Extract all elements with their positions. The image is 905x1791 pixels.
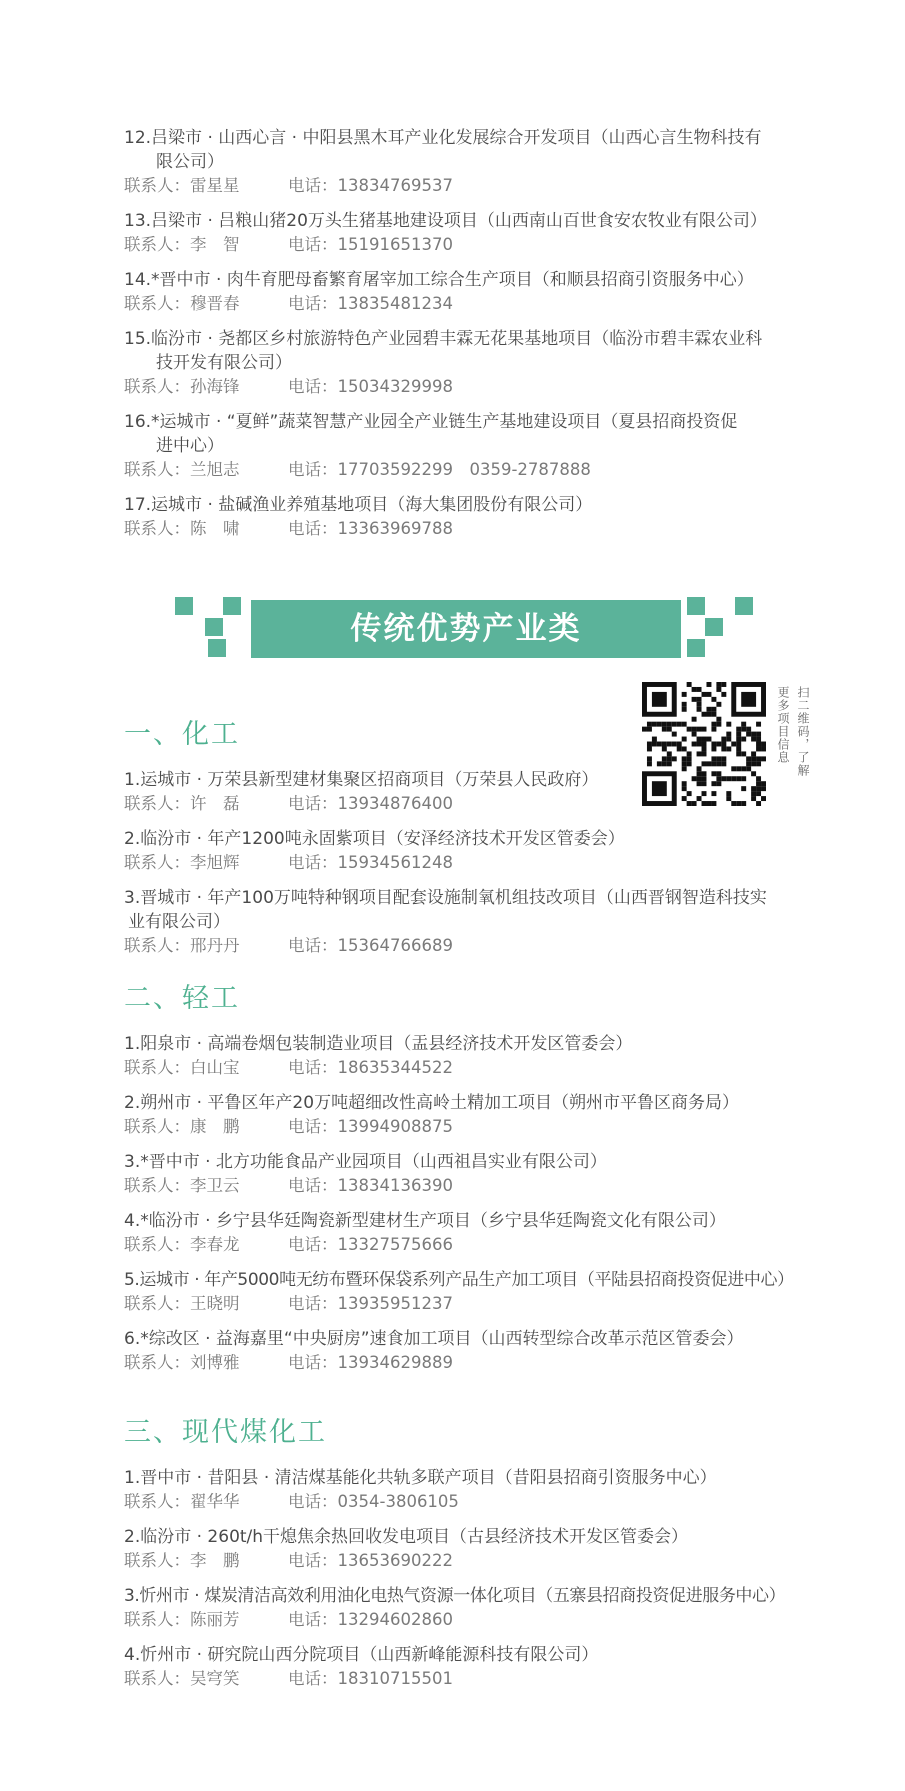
project-title: 6.*综改区 · 益海嘉里“中央厨房”速食加工项目（山西转型综合改革示范区管委会） — [124, 1329, 744, 1349]
list-item — [124, 327, 824, 399]
list-item — [124, 1327, 824, 1375]
project-title: 16.*运城市 · “夏鲜”蔬菜智慧产业园全产业链生产基地建设项目（夏县招商投资促 进中心） — [124, 412, 738, 456]
top-project-list — [124, 126, 824, 552]
project-contact: 联系人：陈 啸 电话：13363969788 — [124, 519, 453, 538]
list-item — [124, 886, 824, 958]
project-contact: 联系人：翟华华 电话：0354-3806105 — [124, 1492, 459, 1511]
project-title: 17.运城市 · 盐碱渔业养殖基地项目（海大集团股份有限公司） — [124, 495, 593, 515]
project-title: 15.临汾市 · 尧都区乡村旅游特色产业园碧丰霖无花果基地项目（临汾市碧丰霖农业科 技开发有限公司） — [124, 329, 763, 373]
section-list — [124, 1032, 824, 1386]
project-title: 2.朔州市 · 平鲁区年产20万吨超细改性高岭土精加工项目（朔州市平鲁区商务局） — [124, 1093, 740, 1113]
project-contact: 联系人：兰旭志 电话：17703592299 0359-2787888 — [124, 460, 591, 479]
project-contact: 联系人：李 智 电话：15191651370 — [124, 235, 453, 254]
project-contact: 联系人：许 磊 电话：13934876400 — [124, 794, 453, 813]
list-item — [124, 209, 824, 257]
section-list — [124, 1466, 824, 1702]
project-contact: 联系人：康 鹏 电话：13994908875 — [124, 1117, 453, 1136]
section-heading: 三、现代煤化工 — [124, 1417, 327, 1448]
section-heading: 一、化工 — [124, 719, 240, 750]
project-contact: 联系人：陈丽芳 电话：13294602860 — [124, 1610, 453, 1629]
project-contact: 联系人：李 鹏 电话：13653690222 — [124, 1551, 453, 1570]
project-contact: 联系人：吴穹笑 电话：18310715501 — [124, 1669, 453, 1688]
list-item — [124, 827, 824, 875]
qr-caption-line1: 扫二维码，了解 — [796, 686, 810, 777]
list-item — [124, 1466, 824, 1514]
list-item — [124, 1584, 824, 1632]
project-contact: 联系人：刘博雅 电话：13934629889 — [124, 1353, 453, 1372]
project-title: 1.阳泉市 · 高端卷烟包装制造业项目（盂县经济技术开发区管委会） — [124, 1034, 633, 1054]
list-item — [124, 1268, 824, 1316]
project-title: 4.*临汾市 · 乡宁县华廷陶瓷新型建材生产项目（乡宁县华廷陶瓷文化有限公司） — [124, 1211, 726, 1231]
list-item — [124, 493, 824, 541]
decor-square — [175, 597, 193, 615]
decor-square — [223, 597, 241, 615]
list-item — [124, 410, 824, 482]
list-item — [124, 1091, 824, 1139]
project-contact: 联系人：王晓明 电话：13935951237 — [124, 1294, 453, 1313]
project-title: 3.忻州市 · 煤炭清洁高效利用油化电热气资源一体化项目（五寨县招商投资促进服务中心） — [124, 1586, 786, 1606]
project-contact: 联系人：孙海锋 电话：15034329998 — [124, 377, 453, 396]
project-title: 1.运城市 · 万荣县新型建材集聚区招商项目（万荣县人民政府） — [124, 770, 599, 790]
project-contact: 联系人：白山宝 电话：18635344522 — [124, 1058, 453, 1077]
project-title: 4.忻州市 · 研究院山西分院项目（山西新峰能源科技有限公司） — [124, 1645, 599, 1665]
list-item — [124, 1032, 824, 1080]
decor-square — [208, 639, 226, 657]
project-contact: 联系人：雷星星 电话：13834769537 — [124, 176, 453, 195]
list-item — [124, 1209, 824, 1257]
list-item — [124, 768, 824, 816]
banner-bar — [251, 600, 681, 658]
qr-caption-line2: 更多项目信息 — [776, 686, 790, 764]
project-contact: 联系人：邢丹丹 电话：15364766689 — [124, 936, 453, 955]
list-item — [124, 126, 824, 198]
decor-square — [735, 597, 753, 615]
project-contact: 联系人：李旭辉 电话：15934561248 — [124, 853, 453, 872]
category-banner — [175, 597, 755, 663]
project-title: 5.运城市 · 年产5000吨无纺布暨环保袋系列产品生产加工项目（平陆县招商投资促进中心） — [124, 1270, 794, 1290]
project-contact: 联系人：穆晋春 电话：13835481234 — [124, 294, 453, 313]
project-contact: 联系人：李卫云 电话：13834136390 — [124, 1176, 453, 1195]
project-contact: 联系人：李春龙 电话：13327575666 — [124, 1235, 453, 1254]
project-title: 12.吕梁市 · 山西心言 · 中阳县黑木耳产业化发展综合开发项目（山西心言生物科技有 限公司） — [124, 128, 762, 172]
decor-square — [205, 618, 223, 636]
project-title: 3.*晋中市 · 北方功能食品产业园项目（山西祖昌实业有限公司） — [124, 1152, 607, 1172]
list-item — [124, 1525, 824, 1573]
section-heading: 二、轻工 — [124, 983, 240, 1014]
decor-square — [687, 639, 705, 657]
project-title: 1.晋中市 · 昔阳县 · 清洁煤基能化共轨多联产项目（昔阳县招商引资服务中心） — [124, 1468, 717, 1488]
project-title: 14.*晋中市 · 肉牛育肥母畜繁育屠宰加工综合生产项目（和顺县招商引资服务中心） — [124, 270, 754, 290]
project-title: 3.晋城市 · 年产100万吨特种钢项目配套设施制氧机组技改项目（山西晋钢智造科技实 业有限公司） — [124, 888, 767, 932]
list-item — [124, 1643, 824, 1691]
decor-square — [705, 618, 723, 636]
section-list — [124, 768, 824, 969]
list-item — [124, 268, 824, 316]
banner-title: 传统优势产业类 — [350, 611, 582, 647]
project-title: 13.吕梁市 · 吕粮山猪20万头生猪基地建设项目（山西南山百世食安农牧业有限公司） — [124, 211, 767, 231]
project-title: 2.临汾市 · 260t/h干熄焦余热回收发电项目（古县经济技术开发区管委会） — [124, 1527, 689, 1547]
project-title: 2.临汾市 · 年产1200吨永固紫项目（安泽经济技术开发区管委会） — [124, 829, 625, 849]
list-item — [124, 1150, 824, 1198]
decor-square — [687, 597, 705, 615]
